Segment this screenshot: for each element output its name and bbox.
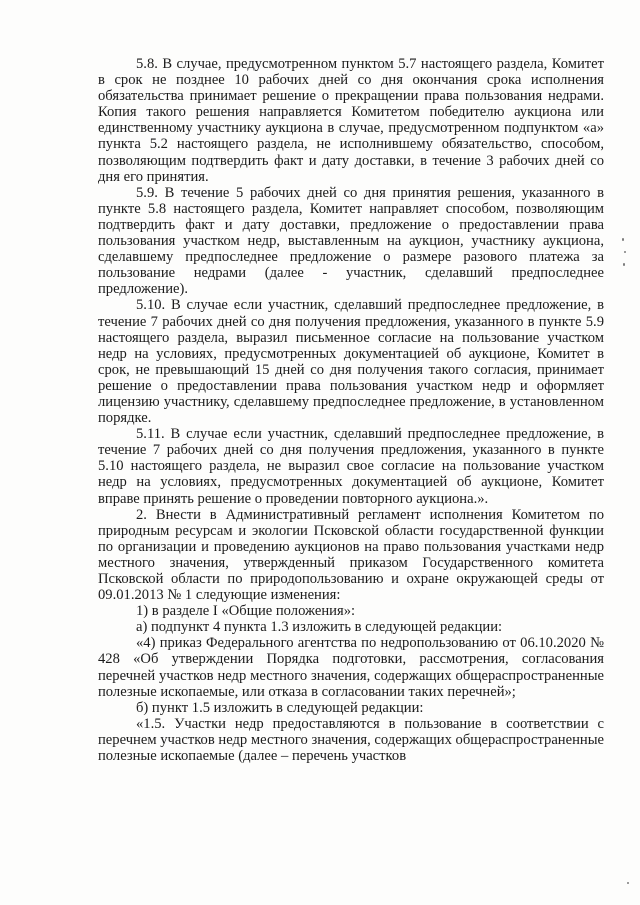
document-body	[98, 56, 604, 764]
scan-speck	[624, 251, 626, 253]
paragraph-5-10: 5.10. В случае если участник, сделавший предпоследнее предложение, в течение 7 рабочих дней со дня получения предложения, указанного в пункте 5.9 настоящего раздела, выразил письменное согласие на пользование участком недр на условиях, предусмотренных документацией об аукционе, Комитет в срок, не превышающий 15 дней со дня получения такого согласия, принимает решение о предоставлении права пользования участком недр и оформляет лицензию участнику, сделавшему предпоследнее предложение, в установленном порядке.	[98, 297, 604, 427]
paragraph-section-1: 1) в разделе I «Общие положения»:	[136, 603, 356, 620]
paragraph-subitem-a: а) подпункт 4 пункта 1.3 изложить в следующей редакции:	[136, 619, 503, 636]
paragraph-5-9: 5.9. В течение 5 рабочих дней со дня принятия решения, указанного в пункте 5.8 настоящего раздела, Комитет направляет способом, позволяющим подтвердить факт и дату доставки, предложение о предоставлении права пользования участком недр, выставленным на аукцион, участнику аукциона, сделавшему предпоследнее предложение о размере разового платежа за пользование недрами (далее - участник, сделавший предпоследнее предложение).	[98, 184, 604, 298]
paragraph-2: 2. Внести в Административный регламент исполнения Комитетом по природным ресурсам и экологии Псковской области государственной функции по организации и проведению аукционов на право пользования участками недр местного значения, утвержденный приказом Государственного комитета Псковской области по природопользованию и охране окружающей среды от 09.01.2013 № 1 следующие изменения:	[98, 506, 604, 604]
scan-speck	[623, 263, 625, 266]
paragraph-subitem-b: б) пункт 1.5 изложить в следующей редакции:	[136, 699, 424, 716]
paragraph-5-8: 5.8. В случае, предусмотренном пунктом 5.7 настоящего раздела, Комитет в срок не позднее 10 рабочих дней со дня окончания срока исполнения обязательства принимает решение о прекращении права пользования недрами. Копия такого решения направляется Комитетом победителю аукциона или единственному участнику аукциона в случае, предусмотренном подпунктом «а» пункта 5.2 настоящего раздела, не исполнившему обязательство, способом, позволяющим подтвердить факт и дату доставки, в течение 3 рабочих дней со дня его принятия.	[98, 56, 604, 185]
scan-speck	[627, 882, 629, 884]
paragraph-quote-4: «4) приказ Федерального агентства по недропользованию от 06.10.2020 № 428 «Об утверждении Порядка подготовки, рассмотрения, согласования перечней участков недр местного значения, содержащих общераспространенные полезные ископаемые, или отказа в согласовании таких перечней»;	[98, 635, 604, 700]
paragraph-5-11: 5.11. В случае если участник, сделавший предпоследнее предложение, в течение 7 рабочих дней со дня получения предложения, указанного в пункте 5.10 настоящего раздела, не выразил свое согласие на пользование участком недр на условиях, предусмотренных документацией об аукционе, Комитет вправе принять решение о проведении повторного аукциона.».	[98, 426, 604, 507]
paragraph-quote-1-5: «1.5. Участки недр предоставляются в пользование в соответствии с перечнем участков недр местного значения, содержащих общераспространенные полезные ископаемые (далее – перечень участков	[98, 715, 604, 765]
scan-speck	[622, 238, 624, 241]
